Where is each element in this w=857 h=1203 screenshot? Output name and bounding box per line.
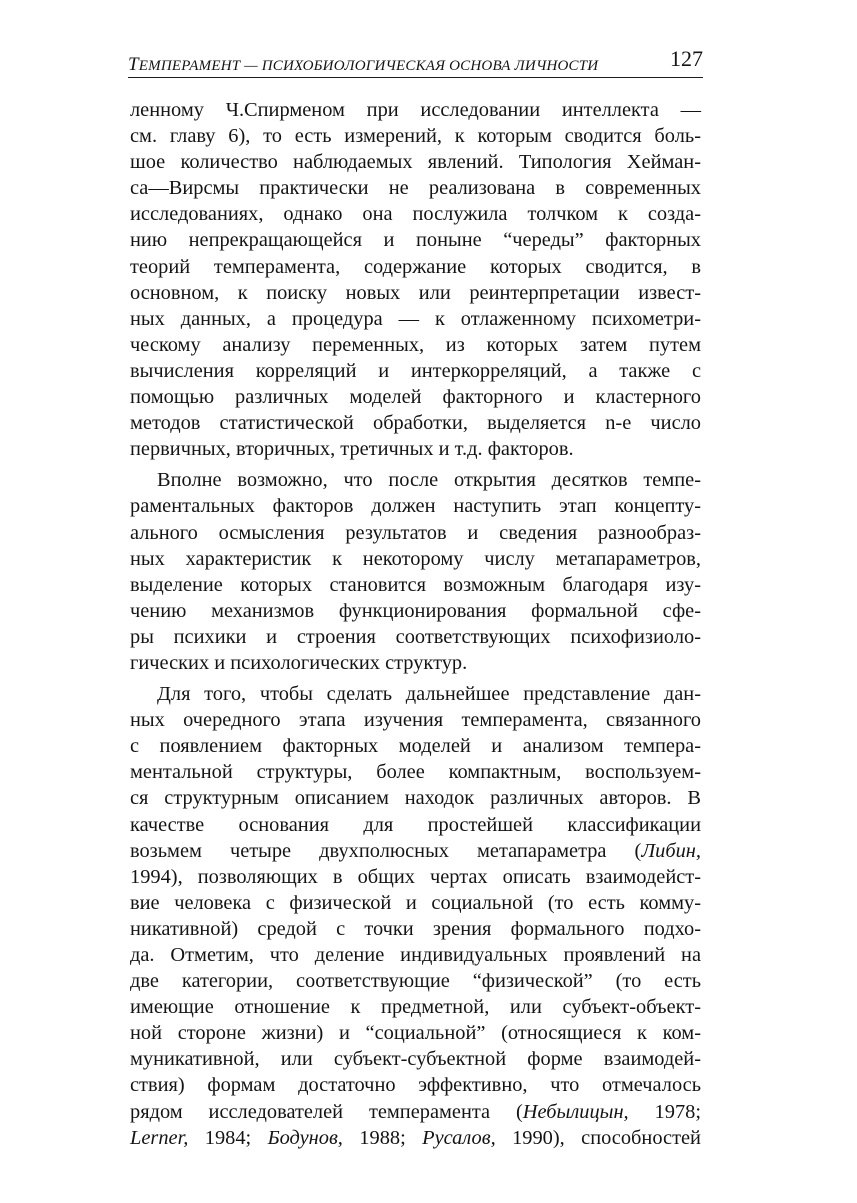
- text-line: теорий темперамента, содержание которых сводится, в: [130, 255, 701, 278]
- text-line: да. Отметим, что деление индивидуальных проявлений на: [130, 944, 701, 966]
- text-line: с появлением факторных моделей и анализом темпера-: [130, 735, 701, 758]
- running-title: [128, 54, 598, 76]
- text-line: ных характеристик к некоторому числу метапараметров,: [130, 547, 701, 570]
- text-line: Вполне возможно, что после открытия десятков темпе-: [157, 469, 701, 492]
- text-line: две категории, соответствующие “физической” (то есть: [130, 970, 701, 993]
- text-line: первичных, вторичных, третичных и т.д. факторов.: [130, 438, 574, 461]
- text-line: нию непрекращающейся и поныне “череды” факторных: [130, 229, 701, 252]
- text-line: качестве основания для простейшей классификации: [130, 813, 701, 836]
- citation-author: Lerner,: [130, 1126, 189, 1149]
- text-line: ся структурным описанием находок различных авторов. В: [130, 787, 701, 810]
- text-line: помощью различных моделей факторного и кластерного: [130, 386, 701, 409]
- text-fragment: рядом исследователей темперамента (: [130, 1100, 523, 1123]
- text-line: вычисления корреляций и интеркорреляций, а также с: [130, 359, 701, 382]
- running-title-cap: Т: [128, 54, 139, 75]
- citation-year: 1984;: [188, 1126, 268, 1149]
- text-line: имеющие отношение к предметной, или субъект-объект-: [130, 996, 701, 1019]
- paragraph-3: [130, 681, 701, 1151]
- text-line: [130, 838, 701, 864]
- text-line: ной стороне жизни) и “социальной” (относящиеся к ком-: [130, 1022, 701, 1045]
- text-line: ального осмысления результатов и сведения разнообраз-: [130, 521, 701, 544]
- text-line: ных очередного этапа изучения темперамента, связанного: [130, 709, 701, 732]
- text-line: ческому анализу переменных, из которых затем путем: [130, 333, 701, 356]
- paragraph-2: [130, 467, 701, 676]
- text-line: методов статистической обработки, выделяется n-е число: [130, 412, 701, 435]
- text-line: ментальной структуры, более компактным, воспользуем-: [130, 761, 701, 784]
- page-number: 127: [670, 46, 703, 71]
- citation-author: Небылицын,: [522, 1100, 629, 1123]
- running-title-rest: ЕМПЕРАМЕНТ — ПСИХОБИОЛОГИЧЕСКАЯ ОСНОВА ЛИЧНОСТИ: [138, 58, 599, 74]
- body-text: [130, 97, 701, 1151]
- text-fragment: возьмем четыре двухполюсных метапараметра (: [130, 839, 642, 862]
- text-line: никативной) средой с точки зрения формального подхо-: [130, 917, 701, 940]
- text-line: раментальных факторов должен наступить этап концепту-: [130, 495, 701, 518]
- citation-year: 1990), способностей: [495, 1126, 701, 1149]
- text-line: [130, 1125, 701, 1151]
- text-line: са—Вирсмы практически не реализована в современных: [130, 177, 701, 200]
- header-rule: [128, 77, 703, 78]
- text-line: Для того, чтобы сделать дальнейшее представление дан-: [157, 683, 701, 706]
- text-line: вие человека с физической и социальной (то есть комму-: [130, 891, 701, 914]
- paragraph-1: [130, 97, 701, 462]
- text-line: исследованиях, однако она послужила толчком к созда-: [130, 203, 701, 226]
- text-line: [130, 1099, 701, 1125]
- text-line: муникативной, или субъект-субъектной форме взаимодей-: [130, 1048, 701, 1071]
- citation-year: 1988;: [342, 1126, 423, 1149]
- running-header: [128, 44, 708, 80]
- text-line: основном, к поиску новых или реинтерпретации извест-: [130, 281, 701, 304]
- citation-author: Русалов,: [422, 1126, 496, 1149]
- text-line: ствия) формам достаточно эффективно, что отмечалось: [130, 1074, 701, 1097]
- text-line: ных данных, а процедура — к отлаженному психометри-: [130, 307, 701, 330]
- text-line: ры психики и строения соответствующих психофизиоло-: [130, 625, 701, 648]
- citation-author: Либин,: [641, 839, 701, 862]
- text-line: ленному Ч.Спирменом при исследовании интеллекта —: [130, 99, 701, 121]
- text-line: 1994), позволяющих в общих чертах описать взаимодейст-: [130, 865, 701, 888]
- text-line: чению механизмов функционирования формальной сфе-: [130, 599, 701, 622]
- text-line: выделение которых становится возможным благодаря изу-: [130, 573, 701, 596]
- citation-year: 1978;: [628, 1100, 702, 1123]
- citation-author: Бодунов,: [267, 1126, 343, 1149]
- text-line: см. главу 6), то есть измерений, к которым сводится боль-: [130, 125, 701, 148]
- text-line: гических и психологических структур.: [130, 651, 468, 674]
- text-line: шое количество наблюдаемых явлений. Типология Хейман-: [130, 151, 701, 174]
